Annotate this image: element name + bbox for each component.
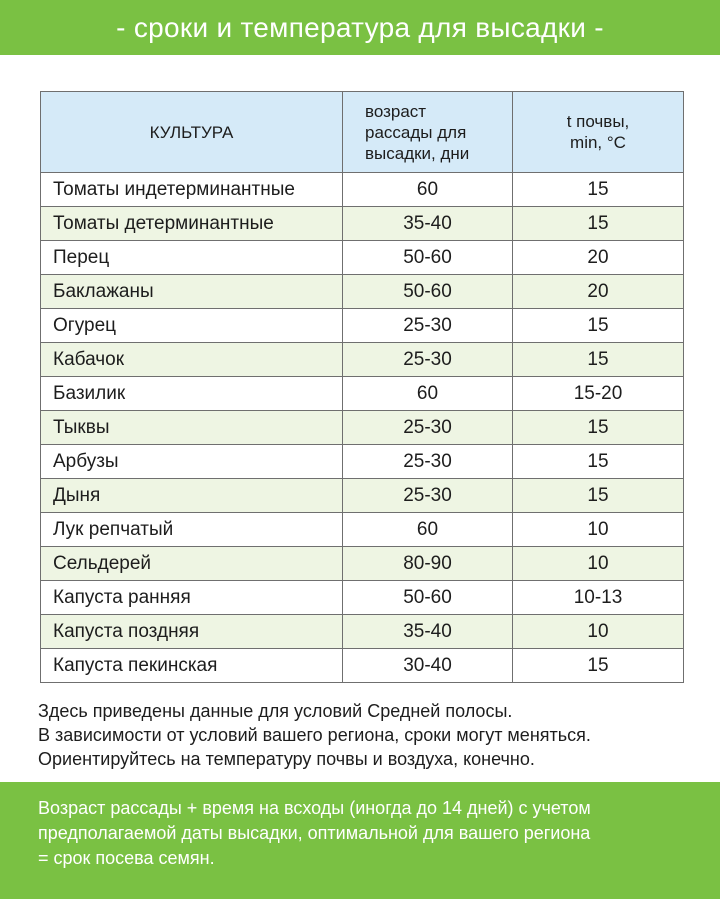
soil-temp-cell: 10 — [513, 547, 684, 581]
seedling-age-cell: 50-60 — [343, 275, 513, 309]
note-line: Здесь приведены данные для условий Средней полосы. — [38, 701, 513, 721]
table-row — [41, 615, 684, 649]
table-row — [41, 547, 684, 581]
soil-temp-cell: 15 — [513, 207, 684, 241]
seedling-age-cell: 80-90 — [343, 547, 513, 581]
crop-name-cell: Огурец — [41, 309, 343, 343]
seedling-age-cell: 30-40 — [343, 649, 513, 683]
seedling-age-cell: 35-40 — [343, 615, 513, 649]
page-title: - сроки и температура для высадки - — [116, 11, 604, 43]
table-row — [41, 343, 684, 377]
table-row — [41, 207, 684, 241]
crop-name-cell: Лук репчатый — [41, 513, 343, 547]
header-line: возраст — [365, 101, 427, 121]
soil-temp-cell: 15 — [513, 445, 684, 479]
title-banner — [0, 0, 720, 55]
header-line: min, °C — [570, 133, 626, 152]
crop-name-cell: Томаты детерминантные — [41, 207, 343, 241]
crop-name-cell: Томаты индетерминантные — [41, 173, 343, 207]
table-row — [41, 377, 684, 411]
crop-name-cell: Дыня — [41, 479, 343, 513]
seedling-age-cell: 50-60 — [343, 581, 513, 615]
seedling-age-cell: 60 — [343, 513, 513, 547]
column-header-seedling-age — [343, 92, 513, 173]
seedling-age-cell: 25-30 — [343, 445, 513, 479]
crop-name-cell: Базилик — [41, 377, 343, 411]
header-line: высадки, дни — [365, 143, 470, 163]
formula-banner — [0, 782, 720, 899]
table-row — [41, 309, 684, 343]
crop-name-cell: Сельдерей — [41, 547, 343, 581]
soil-temp-cell: 10 — [513, 615, 684, 649]
column-header-crop: КУЛЬТУРА — [41, 92, 343, 173]
crop-name-cell: Перец — [41, 241, 343, 275]
crop-table — [40, 91, 684, 683]
header-line: t почвы, — [566, 112, 630, 131]
table-row — [41, 173, 684, 207]
crop-name-cell: Арбузы — [41, 445, 343, 479]
crop-name-cell: Тыквы — [41, 411, 343, 445]
soil-temp-cell: 20 — [513, 241, 684, 275]
seedling-age-cell: 35-40 — [343, 207, 513, 241]
soil-temp-cell: 20 — [513, 275, 684, 309]
soil-temp-cell: 15 — [513, 173, 684, 207]
soil-temp-cell: 15 — [513, 309, 684, 343]
note-line: Ориентируйтесь на температуру почвы и воздуха, конечно. — [38, 749, 535, 769]
seedling-age-cell: 25-30 — [343, 411, 513, 445]
formula-line: предполагаемой даты высадки, оптимальной для вашего региона — [38, 823, 591, 843]
column-header-soil-temp — [513, 92, 684, 173]
table-row — [41, 411, 684, 445]
seedling-age-cell: 60 — [343, 173, 513, 207]
crop-name-cell: Кабачок — [41, 343, 343, 377]
crop-name-cell: Капуста ранняя — [41, 581, 343, 615]
conditions-note — [38, 699, 698, 771]
note-line: В зависимости от условий вашего региона, сроки могут меняться. — [38, 725, 591, 745]
formula-text — [38, 796, 708, 871]
table-row — [41, 513, 684, 547]
soil-temp-cell: 15 — [513, 411, 684, 445]
crop-name-cell: Капуста поздняя — [41, 615, 343, 649]
soil-temp-cell: 15 — [513, 343, 684, 377]
seedling-age-cell: 25-30 — [343, 309, 513, 343]
table-row — [41, 581, 684, 615]
soil-temp-cell: 10 — [513, 513, 684, 547]
crop-name-cell: Капуста пекинская — [41, 649, 343, 683]
table-row — [41, 649, 684, 683]
soil-temp-cell: 15-20 — [513, 377, 684, 411]
table-row — [41, 275, 684, 309]
seedling-age-cell: 50-60 — [343, 241, 513, 275]
formula-line: = срок посева семян. — [38, 848, 215, 868]
seedling-age-cell: 25-30 — [343, 479, 513, 513]
seedling-age-cell: 60 — [343, 377, 513, 411]
table-row — [41, 479, 684, 513]
crop-name-cell: Баклажаны — [41, 275, 343, 309]
seedling-age-cell: 25-30 — [343, 343, 513, 377]
table-header-row — [41, 92, 684, 173]
header-line: рассады для — [365, 122, 467, 142]
soil-temp-cell: 10-13 — [513, 581, 684, 615]
soil-temp-cell: 15 — [513, 479, 684, 513]
table-row — [41, 445, 684, 479]
table-row — [41, 241, 684, 275]
soil-temp-cell: 15 — [513, 649, 684, 683]
formula-line: Возраст рассады + время на всходы (иногда до 14 дней) с учетом — [38, 798, 591, 818]
